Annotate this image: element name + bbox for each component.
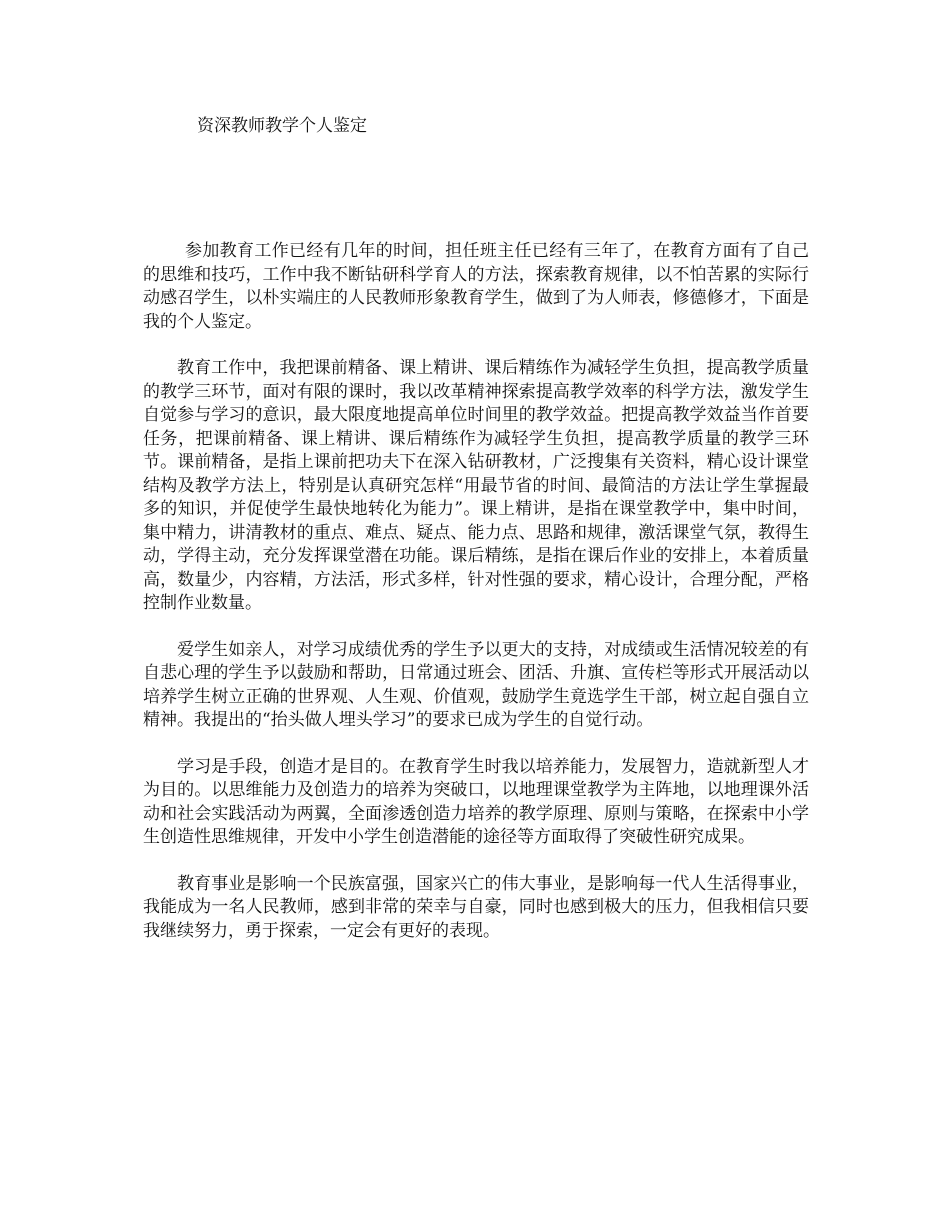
paragraph-teaching-method: 教育工作中，我把课前精备、课上精讲、课后精练作为减轻学生负担，提高教学质量的教学三环节，面对有限的课时，我以改革精神探索提高教学效率的科学方法，激发学生自觉参与学习的意识，最大限度地提高单位时间里的教学效益。把提高教学效益当作首要任务，把课前精备、课上精讲、课后精练作为减轻学生负担，提高教学质量的教学三环节。课前精备，是指上课前把功夫下在深入钻研教材，广泛搜集有关资料，精心设计课堂结构及教学方法上，特别是认真研究怎样“用最节省的时间、最简洁的方法让学生掌握最多的知识，并促使学生最快地转化为能力”。课上精讲，是指在课堂教学中，集中时间，集中精力，讲清教材的重点、难点、疑点、能力点、思路和规律，激活课堂气氛，教得生动，学得主动，充分发挥课堂潜在功能。课后精练，是指在课后作业的安排上，本着质量高，数量少，内容精，方法活，形式多样，针对性强的要求，精心设计，合理分配，严格控制作业数量。: [143, 358, 809, 613]
document-title: 资深教师教学个人鉴定: [197, 116, 367, 136]
paragraph-conclusion: 教育事业是影响一个民族富强，国家兴亡的伟大事业，是影响每一代人生活得事业，我能成为一名人民教师，感到非常的荣幸与自豪，同时也感到极大的压力，但我相信只要我继续努力，勇于探索，一定会有更好的表现。: [143, 873, 809, 941]
paragraph-introduction: 参加教育工作已经有几年的时间，担任班主任已经有三年了，在教育方面有了自己的思维和技巧，工作中我不断钻研科学育人的方法，探索教育规律，以不怕苦累的实际行动感召学生，以朴实端庄的人民教师形象教育学生，做到了为人师表，修德修才，下面是我的个人鉴定。: [143, 241, 809, 332]
document-body: [143, 240, 809, 966]
paragraph-creativity: 学习是手段，创造才是目的。在教育学生时我以培养能力，发展智力，造就新型人才为目的。以思维能力及创造力的培养为突破口，以地理课堂教学为主阵地，以地理课外活动和社会实践活动为两翼，全面渗透创造力培养的教学原理、原则与策略，在探索中小学生创造性思维规律，开发中小学生创造潜能的途径等方面取得了突破性研究成果。: [143, 756, 809, 847]
paragraph-caring-students: 爱学生如亲人，对学习成绩优秀的学生予以更大的支持，对成绩或生活情况较差的有自悲心理的学生予以鼓励和帮助，日常通过班会、团活、升旗、宣传栏等形式开展活动以培养学生树立正确的世界观、人生观、价值观，鼓励学生竟选学生干部，树立起自强自立精神。我提出的“抬头做人埋头学习”的要求已成为学生的自觉行动。: [143, 639, 809, 730]
